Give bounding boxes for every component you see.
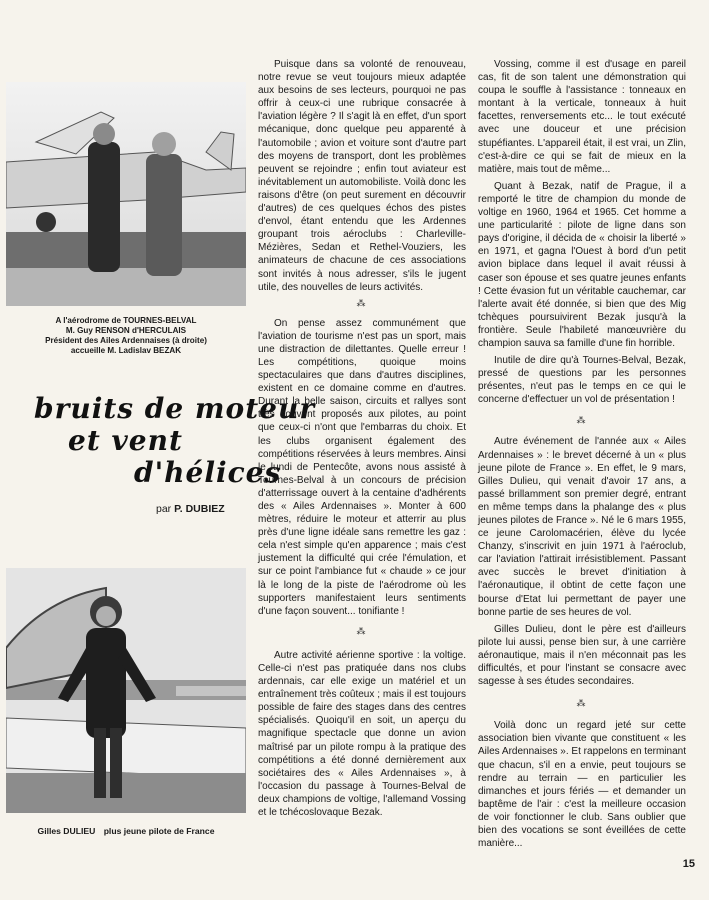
paragraph: Gilles Dulieu, dont le père est d'ailleurs pilote lui aussi, pense bien sur, à une carrière aéronautique, mais il n'en méconnait pas les difficultés, et pour l'instant se consacre avec sagesse à ses études secondaires. [478,623,686,688]
section-separator: ⁂ [576,415,588,426]
caption-rest: plus jeune pilote de France [103,826,215,836]
photo-aerodrome-welcome [6,82,246,306]
caption-name: Gilles DULIEU [37,826,96,836]
article-column-middle [258,58,466,819]
article-title-line1: bruits de moteur [34,392,316,425]
photo-aerodrome-image [6,82,246,306]
caption-line [6,826,246,836]
caption-line: accueille M. Ladislav BEZAK [70,346,182,355]
paragraph: Vossing, comme il est d'usage en pareil cas, fit de son talent une démonstration qui coupa le souffle à l'assistance : tonneaux en montant à la verticale, tonneaux à huit facettes, renversements etc... le tout exécuté avec une douceur et une précision stupéfiantes. L'appareil était, il est vrai, un Zlin, c'est-à-dire ce qui se fait de mieux en la matière, mais tout de même... [478,59,686,175]
photo-bottom-caption [6,826,246,836]
article-title-line3: d'hélices [134,456,282,489]
article-column-right [478,58,686,850]
byline-prefix: par [156,503,172,515]
caption-line: A l'aérodrome de TOURNES-BELVAL [55,316,197,325]
article-title-line2: et vent [68,424,183,457]
photo-young-pilot-image [6,568,246,813]
section-separator: ⁂ [356,625,368,636]
section-separator: ⁂ [576,698,588,709]
paragraph: On pense assez communément que l'aviation de tourisme n'est pas un sport, mais une distraction de dilettantes. Quelle erreur ! Les compétitions, quoique moins spectaculaires que dans d'autres disciplines, existent en ce domaine comme en d'autres. Durant la belle saison, circuits et rallyes sont très souvent proposés aux pilotes, au point que ceux-ci n'ont que l'embarras du choix. Et les clubs organisent également des compétitions réservées à leurs membres. Ainsi le lundi de Pentecôte, avons nous assisté à Tournes-Belval à un concours de précision d'atterrissage ouvert à la centaine d'adhérents des « Ailes Ardennaises ». Monter à 600 mètres, réduire le moteur et atterrir au plus près d'une ligne idéale sans remettre les gaz : cela n'est simple qu'en apparence ; mais c'est justement la difficulté qui crée l'émulation, et sur ce point l'ambiance fut « chaude » ce jour là le long de la piste de l'aérodrome où les supporters manifestaient leurs sentiments d'une façon souvent... tonifiante ! [258,317,466,617]
paragraph: Voilà donc un regard jeté sur cette association bien vivante que constituent « les Ailes Ardennaises ». Et rappelons en terminant que chacun, s'il en a envie, peut toujours se rendre au terrain — en particulier les dimanches et jours fériés — et demander un baptême de l'air : c'est la meilleure occasion de voir fonctionner le club. Sans oublier que bien des vocations se sont éveillées de cette manière... [478,720,686,850]
byline [156,503,225,515]
paragraph: Autre événement de l'année aux « Ailes Ardennaises » : le brevet décerné à un « plus jeune pilote de France ». En effet, le 9 mars, Gilles Dulieu, qui venait d'avoir 17 ans, a passé brillamment son premier degré, entrant en même temps dans la phalange des « plus jeunes pilotes de France ». Né le 6 mars 1955, ce jeune Carolomacérien, élève du lycée Chanzy, s'inscrivit en juin 1971 à l'aéroclub, car l'aviation l'attirait irrésistiblement. Passant avec succès le brevet d'initiation à l'aéronautique, il obtint de cette façon une bourse d'Etat lui permettant de payer une bonne partie de ses heures de vol. [478,436,686,618]
photo-top-caption [6,316,246,356]
paragraph: Inutile de dire qu'à Tournes-Belval, Bezak, pressé de questions par les personnes présentes, n'eut pas le temps en ce qui le concerne d'effectuer un vol de présentation ! [478,355,686,406]
byline-author: P. DUBIEZ [174,503,225,515]
caption-line: M. Guy RENSON d'HERCULAIS [65,326,187,335]
caption-line: Président des Ailes Ardennaises (à droite) [45,336,207,345]
page-number: 15 [682,858,695,870]
paragraph: Quant à Bezak, natif de Prague, il a remporté le titre de champion du monde de voltige en 1960, 1964 et 1965. Cet homme a une particularité : pilote de ligne dans son pays d'origine, il décida de « choisir la liberté » en 1971, et gagna l'Ouest à bord d'un petit avion biplace dans lequel il avait réussi à caser son épouse et ses quatre jeunes enfants ! Cette évasion fut un véritable cauchemar, car l'alerte avait été donnée, si bien que des Mig tchèques poursuivirent Bezak jusqu'à la frontière. Seule l'habileté manœuvrière du champion sauva sa famille d'une fin horrible. [478,180,686,349]
paragraph: Autre activité aérienne sportive : la voltige. Celle-ci n'est pas pratiquée dans nos clubs ardennais, car elle exige un matériel et un entraînement très coûteux ; mais il est toujours possible de faire des stages dans des centres spécialisés. Quoiqu'il en soit, un aperçu du magnifique spectacle que donne un avion maîtrisé par un pilote rompu à la pratique des compétitions a été donné dernièrement aux sociétaires des « Ailes Ardennaises », à l'occasion du passage à Tournes-Belval de deux champions de voltige, l'allemand Vossing et le tchécoslovaque Bezak. [258,649,466,818]
photo-young-pilot [6,568,246,813]
section-separator: ⁂ [356,297,368,308]
paragraph: Puisque dans sa volonté de renouveau, notre revue se veut toujours mieux adaptée aux besoins de ses lecteurs, pourquoi ne pas offrir à ceux-ci une rubrique consacrée à l'aviation légère ? Il s'agit là en effet, d'un sport mécanique, donc quelque peu apparenté à l'automobile ; avion et voiture sont d'autre part des moyens de transport, dont les problèmes peuvent se rejoindre ; enfin tout aviateur est inévitablement un automobiliste. Voilà donc les raisons d'être (on peut surement en découvrir d'autres) de ces quelques échos des pistes d'envol, étant entendu que les Ardennes groupant trois aéroclubs : Charleville-Mézières, Sedan et Rethel-Vouziers, les animateurs de chacune de ces associations sont invités à nous adresser, s'ils le jugent utile, des nouvelles de leurs activités. [258,59,466,293]
